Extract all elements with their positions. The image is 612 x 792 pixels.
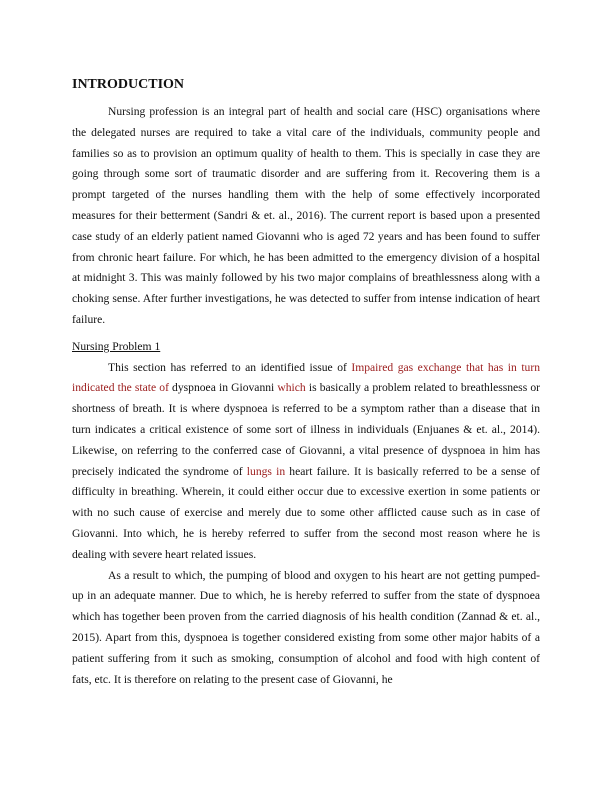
highlight-text-1: Impaired gas exchange that has in turn indicated the state of [72,360,540,395]
result-paragraph: As a result to which, the pumping of blood and oxygen to his heart are not getting pumped-up in an adequate manner. Due to which, he is hereby referred to suffer from the state of dyspnoea which has together been proven from the carried diagnosis of his health condition (Zannad & et. al., 2015). Apart from this, dyspnoea is together considered existing from some other major habits of a patient suffering from it such as smoking, consumption of alcohol and food with high content of fats, etc. It is therefore on relating to the present case of Giovanni, he [72,568,540,686]
problem-paragraph [72,358,540,566]
problem-text-3: is basically a problem related to breathlessness or shortness of breath. It is where dyspnoea is referred to be a symptom rather than a disease that in turn indicates a critical existence of some sort of illness in individuals (Enjuanes & et. al., 2014). Likewise, on referring to the conferred case of Giovanni, a vital presence of dyspnoea in him has precisely indicated the syndrome of [72,381,540,478]
highlight-text-2: which [277,381,306,395]
nursing-problem-subheading: Nursing Problem 1 [72,339,161,353]
highlight-text-3: lungs in [246,464,286,478]
intro-paragraph: Nursing profession is an integral part of health and social care (HSC) organisations where the delegated nurses are required to take a vital care of the individuals, community people and families so as to provision an optimum quality of health to them. This is specially in case they are going through some sort of traumatic disorder and are suffering from it. Recovering them is a prompt targeted of the nurses handling them with the help of some effectively incorporated measures for their betterment (Sandri & et. al., 2016). The current report is based upon a presented case study of an elderly patient named Giovanni who is aged 72 years and has been found to suffer from chronic heart failure. For which, he has been admitted to the emergency division of a hospital at midnight 3. This was mainly followed by his two major complains of breathlessness along with a choking sense. After further investigations, he was detected to suffer from intense indication of heart failure. [72,105,540,326]
problem-text-2: dyspnoea in Giovanni [168,381,278,395]
section-heading: INTRODUCTION [72,77,185,92]
problem-text-4: heart failure. It is basically referred to be a sense of difficulty in breathing. Wherein, it could either occur due to excessive exertion in some patients or with no such cause of exercise and merely due to some other afflicted cause such as in case of Giovanni. Into which, he is hereby referred to suffer from the second most reason where he is dealing with severe heart related issues. [72,464,540,561]
problem-text-1: This section has referred to an identified issue of [108,360,352,374]
document-page [72,76,540,690]
